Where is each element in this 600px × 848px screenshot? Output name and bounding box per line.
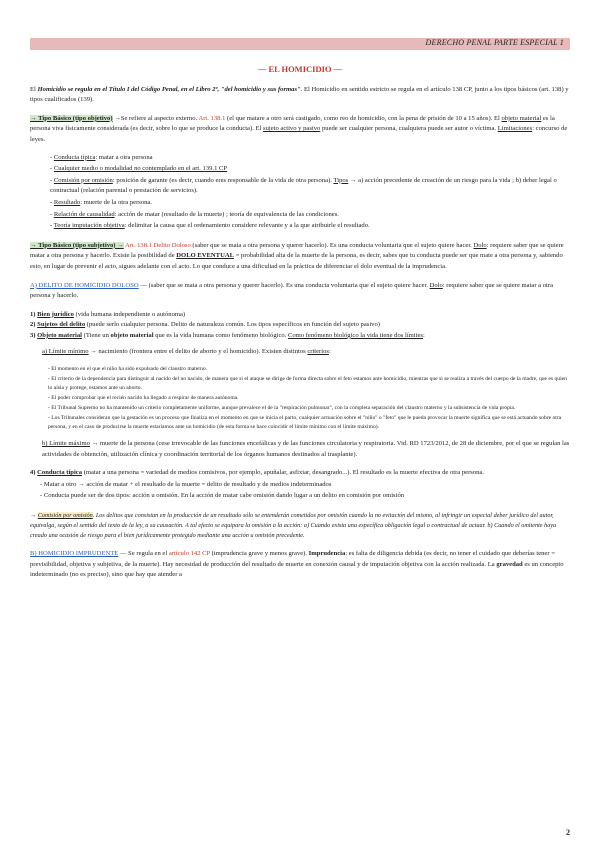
intro-paragraph: El Homicidio se regula en el Título I del Código Penal, en el Libro 2º, "del homicidio y sus formas". El Homicidio en sentido estricto se regula en el artículo 138 CP, junto a los tipos básicos (art. 138) y tipos cualificados (139).: [30, 85, 569, 104]
limite-maximo: b) Límite máximo → muerte de la persona (cese irrevocable de las funciones encefálicas y de las funciones circulatoria y respiratoria. Vid. RD 1723/2012, de 28 de diciembre, por el que se regulan las actividades de obtención, utilización clínica y coordinación territorial de los órganos humanos destinados al trasplante).: [42, 440, 570, 458]
limite-minimo: a) Límite mínimo → nacimiento (frontera entre el delito de aborto y el homicidio). Existen distintos criterios:: [42, 348, 331, 356]
document-body: [30, 58, 570, 581]
list-item: - Conducta típica: matar a otra persona: [50, 153, 153, 161]
page-number: 2: [566, 828, 570, 837]
tipo-basico-objetivo: → Tipo Básico (tipo objetivo) →Se refiere al aspecto externo. Art. 138.1 (el que matare a otro será castigado, como reo de homicidio, con la pena de prisión de 10 a 15 años). El objeto material es la persona viva físicamente considerada (es decir, sobre lo que se produce la conducta). El sujeto activo y pasivo puede ser cualquier persona, cualquiera puede ser autor o víctima. Limitaciones: concurso de leyes.: [30, 114, 568, 143]
conducta-list: [40, 480, 570, 502]
list-item: - Comisión por omisión: posición de garante (es decir, cuando eres responsable de la vida de otra persona). Tipos → a) acción precedente de creación de un riesgo para la vida ; b) deber legal o contractual (relación parental o prestación de servicios).: [50, 176, 557, 195]
header-title: DERECHO PENAL PARTE ESPECIAL 1: [425, 38, 564, 47]
list-item: - Resultado: muerte de la otra persona.: [50, 198, 153, 206]
criterio-item: - Los Tribunales consideran que la gestación es un proceso que finaliza en el momento en que se inicia el parto, cualquier actuación sobre el "niño" o "feto" que le pueda provocar la muerte significa que se está actuando sobre otra persona, y en el caso de producirse la muerte estaríamos ante un homicidio (de esta forma se hace coincidir el límite mínimo con el límite máximo).: [48, 415, 562, 431]
homicidio-imprudente: B) HOMICIDIO IMPRUDENTE — Se regula en el artículo 142 CP (imprudencia grave y menos grave). Imprudencia: es falta de diligencia debida (es decir, no tener el cuidado que deberías tener = previsibilidad, objetiva y subjetiva, de la muerte). Hay necesidad de producción del resultado de muerte en conexión causal y de imputación objetiva con la acción realizada. La gravedad es un concepto indeterminado (no es preciso), sino que hay que atender a: [30, 550, 564, 579]
conducta-tipica: 4) Conducta típica (matar a una persona = variedad de medios comisivos, por ejemplo, apuñalar, asfixiar, desangrado...). El resultado es la muerte efectiva de otra persona.: [30, 469, 485, 477]
criterios-list: [48, 365, 570, 432]
list-item: - Conducta puede ser de dos tipos: acción u omisión. En la acción de matar cabe omisión dando lugar a un delito en comisión por omisión: [40, 492, 405, 500]
tipo-basico-subjetivo: → Tipo Básico (tipo subjetivo) → Art. 138.1 Delito Doloso (saber que se mata a otra persona y querer hacerlo). Es una conducta voluntaria que el sujeto quiere hacer. Dolo: requiere saber que se quiere matar a otra persona y hacerlo. Existe la posibilidad de DOLO EVENTUAL = probabilidad alta de la muerte de la persona, es decir, sabes que tu conducta puede ser que mate a otra persona y, sabiendo esto, en lugar de prevenir el acto, sigues adelante con el acto. Lo que conduce a una dificultad en la práctica de diferenciar el dolo eventual de la imprudencia.: [30, 241, 564, 270]
numbered-item: 2) Sujetos del delito (puede serlo cualquier persona. Delito de naturaleza común. Los tipos específicos en función del sujeto pasivo): [30, 321, 380, 329]
list-item: - Cualquier medio o modalidad no contemplado en el art. 139.1 CP: [50, 165, 228, 173]
numbered-item: 3) Objeto material (Tiene un objeto material que es la vida humana como fenómeno biológico. Como fenómeno biológico la vida tiene dos límites:: [30, 331, 425, 339]
list-item: - Teoría imputación objetiva: delimitar la causa que el ordenamiento considere relevante y a la que atribuirle el resultado.: [50, 222, 370, 230]
criterio-item: - El poder comprobar que el recién nacido ha llegado a respirar de manera autónoma.: [48, 395, 239, 402]
doc-title: — EL HOMICIDIO —: [257, 64, 343, 74]
criterio-item: - El Tribunal Supremo no ha mantenido un criterio completamente uniforme, aunque prevalece el de la "respiración pulmonar", con la completa separación del claustro materno y la subsistencia de vida propia.: [48, 405, 516, 412]
comision-omision: → Comisión por omisión. Los delitos que consistan en la producción de un resultado sólo se entenderán cometidos por omisión cuando la no evitación del mismo, al infringir un especial deber jurídico del autor, equivalga, según el sentido del texto de la ley, a su causación. A tal efecto se equipara la omisión a la acción: a) Cuando exista una específica obligación legal o contractual de actuar. b) Cuando el omitente haya creado una ocasión de riesgo para el bien jurídicamente protegido mediante una acción u omisión precedente.: [30, 512, 557, 540]
delito-doloso: A) DELITO DE HOMICIDIO DOLOSO — (saber que se mata a otra persona y querer hacerlo). Es una conducta voluntaria que el sujeto quiere hacer. Dolo: requiere saber que se quiere matar a otra persona y hacerlo.: [30, 281, 554, 300]
list-item: - Matar a otro → acción de matar + el resultado de la muerte = delito de resultado y de medios indeterminados: [40, 480, 332, 488]
numbered-item: 1) Bien jurídico (vida humana independiente o autónoma): [30, 310, 186, 318]
header-bar: [30, 38, 570, 50]
criterio-item: - El criterio de la dependencia para distinguir al nacido del no nacido, de manera que si el ataque se dirige de forma directa sobre el feto estamos ante homicidio, mientras que si se realiza a través del cuerpo de la madre, que es quien lo aísla y protege, estamos ante un aborto.: [48, 376, 567, 392]
criterio-item: - El momento en el que el niño ha sido expulsado del claustro materno.: [48, 366, 208, 373]
tipo-objetivo-list: [50, 153, 570, 232]
list-item: - Relación de causalidad: acción de matar (resultado de la muerte) ; teoría de equivalencia de las condiciones.: [50, 210, 339, 218]
